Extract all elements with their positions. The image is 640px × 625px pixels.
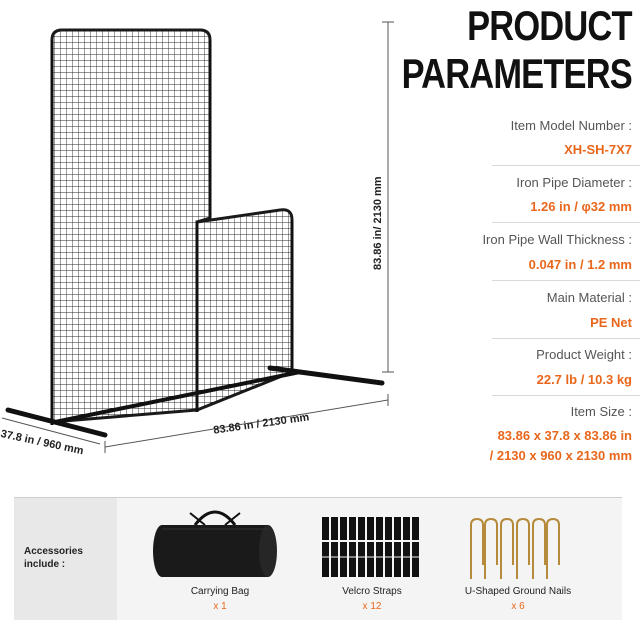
tall-net-panel xyxy=(52,30,210,422)
accessory-qty-straps: x 12 xyxy=(362,601,382,612)
accessory-name-straps: Velcro Straps xyxy=(342,586,402,597)
param-label-pipe-diameter: Iron Pipe Diameter : xyxy=(516,175,632,190)
param-divider xyxy=(492,165,640,166)
param-divider xyxy=(492,338,640,339)
short-net-panel xyxy=(197,210,292,410)
width-dimension-label: 83.86 in / 2130 mm xyxy=(212,411,310,437)
page-title-line1: PRODUCT xyxy=(467,2,632,49)
param-label-weight: Product Weight : xyxy=(536,347,632,362)
accessory-name-nails: U-Shaped Ground Nails xyxy=(464,586,572,597)
param-value-wall-thickness: 0.047 in / 1.2 mm xyxy=(528,257,632,272)
param-divider xyxy=(492,222,640,223)
param-divider xyxy=(492,280,640,281)
carrying-bag-icon xyxy=(150,503,280,583)
page-title-line2: PARAMETERS xyxy=(401,50,632,97)
param-value-weight: 22.7 lb / 10.3 kg xyxy=(536,372,632,387)
param-label-model: Item Model Number : xyxy=(510,118,632,133)
param-divider xyxy=(492,395,640,396)
ground-nails-icon xyxy=(465,517,565,579)
param-label-item-size: Item Size : xyxy=(570,404,632,419)
accessories-divider xyxy=(14,497,622,498)
velcro-straps-icon xyxy=(320,517,424,577)
param-label-wall-thickness: Iron Pipe Wall Thickness : xyxy=(482,232,632,247)
height-dimension-label: 83.86 in/ 2130 mm xyxy=(372,176,384,270)
param-value-item-size-line1: 83.86 x 37.8 x 83.86 in xyxy=(497,428,632,443)
depth-dimension-label: 37.8 in / 960 mm xyxy=(0,428,85,458)
param-value-pipe-diameter: 1.26 in / φ32 mm xyxy=(530,199,632,214)
param-value-item-size-line2: / 2130 x 960 x 2130 mm xyxy=(489,448,632,463)
l-screen-net-illustration xyxy=(0,0,400,480)
param-value-material: PE Net xyxy=(590,315,632,330)
accessory-name-bag: Carrying Bag xyxy=(190,586,250,597)
accessories-label: Accessories include : xyxy=(24,546,83,570)
accessory-qty-bag: x 1 xyxy=(213,601,227,612)
param-value-model: XH-SH-7X7 xyxy=(564,142,632,157)
accessory-qty-nails: x 6 xyxy=(511,601,525,612)
param-label-material: Main Material : xyxy=(546,290,632,305)
